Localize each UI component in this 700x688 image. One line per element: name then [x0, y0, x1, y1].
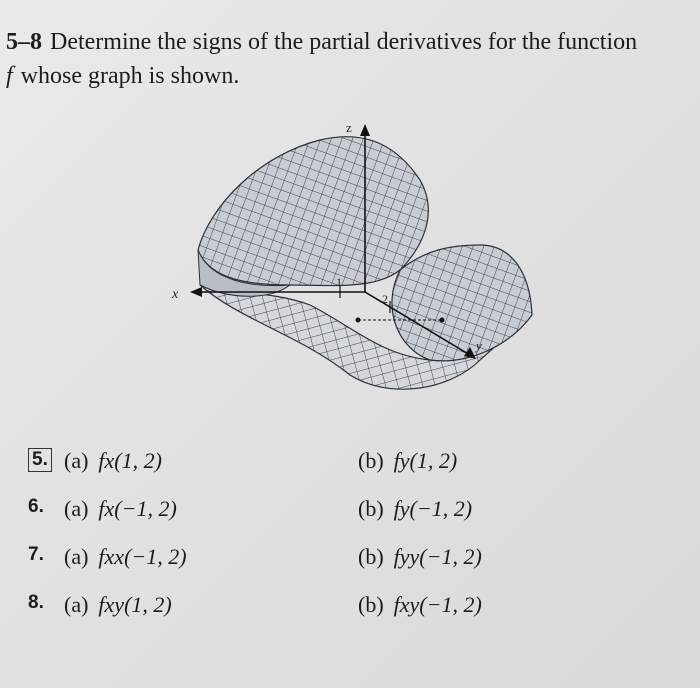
x-axis-arrow [190, 287, 202, 297]
problem-number: 5. [28, 448, 52, 472]
z-axis-label: z [346, 120, 352, 135]
surface-right [392, 245, 532, 361]
part-a: (a) fxx(−1, 2) [64, 544, 187, 569]
surface-hump [198, 137, 428, 286]
expression: fxx(−1, 2) [98, 544, 187, 569]
y-tick-2-label: 2 [382, 292, 388, 306]
function-symbol: f [6, 63, 13, 89]
header-line-1 [6, 26, 696, 58]
part-b: (b) fy(1, 2) [358, 448, 458, 473]
problem-range: 5–8 [6, 29, 42, 55]
expression: fx(1, 2) [98, 448, 162, 473]
y-axis-label: y [476, 338, 482, 353]
x-axis-label: x [172, 287, 179, 302]
expression: fy(−1, 2) [393, 496, 473, 521]
part-a: (a) fx(1, 2) [64, 448, 162, 473]
expression: fxy(1, 2) [98, 592, 172, 617]
surface-graph [150, 110, 550, 410]
part-b: (b) fy(−1, 2) [358, 496, 473, 521]
problem-number: 6. [28, 496, 44, 517]
x-tick-1-label: 1 [336, 275, 342, 289]
part-a: (a) fxy(1, 2) [64, 592, 172, 617]
problem-number: 7. [28, 544, 44, 565]
problem-row [28, 496, 668, 536]
part-b: (b) fyy(−1, 2) [358, 544, 482, 569]
part-b: (b) fxy(−1, 2) [358, 592, 482, 617]
problem-number: 8. [28, 592, 44, 613]
expression: fx(−1, 2) [98, 496, 177, 521]
problem-row [28, 448, 668, 488]
instruction-text-2: whose graph is shown. [20, 63, 240, 89]
problem-row [28, 544, 668, 584]
instruction-text: Determine the signs of the partial derivatives for the function [50, 29, 638, 55]
expression: fxy(−1, 2) [393, 592, 482, 617]
z-axis-arrow [360, 124, 370, 136]
header-line-2 [6, 60, 696, 92]
problem-header [6, 26, 696, 92]
expression: fy(1, 2) [393, 448, 458, 473]
expression: fyy(−1, 2) [393, 544, 482, 569]
part-a: (a) fx(−1, 2) [64, 496, 177, 521]
problem-row [28, 592, 668, 632]
